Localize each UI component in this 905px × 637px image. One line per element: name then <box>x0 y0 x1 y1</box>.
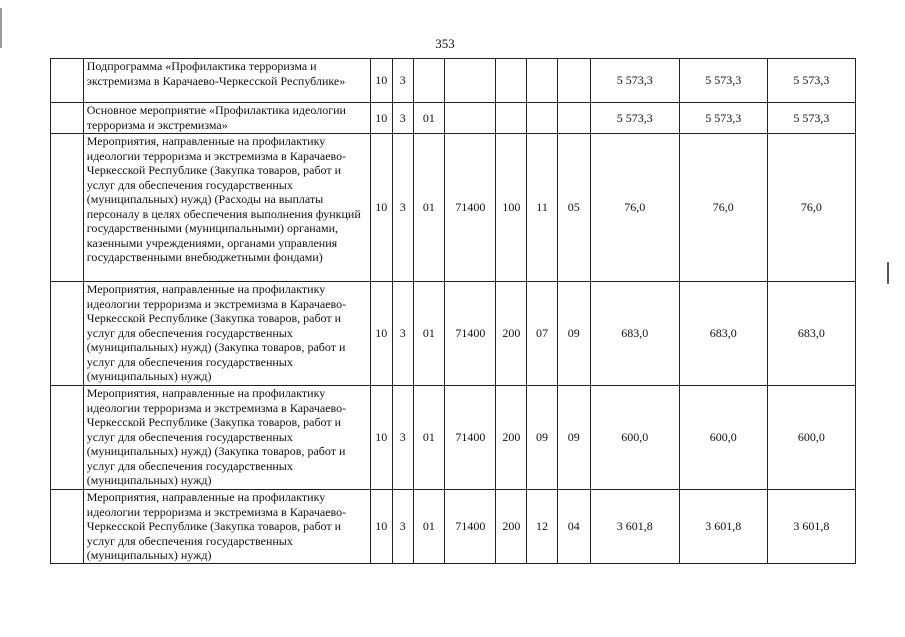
code-cell: 04 <box>557 490 590 564</box>
code-cell: 71400 <box>445 282 496 386</box>
code-cell: 10 <box>370 134 393 282</box>
amount-cell: 5 573,3 <box>590 59 679 103</box>
code-cell: 100 <box>496 134 527 282</box>
amount-cell: 76,0 <box>590 134 679 282</box>
amount-cell: 683,0 <box>679 282 767 386</box>
code-cell: 09 <box>557 386 590 490</box>
amount-cell: 76,0 <box>679 134 767 282</box>
code-cell: 12 <box>527 490 558 564</box>
code-cell: 3 <box>393 490 413 564</box>
code-cell: 01 <box>413 103 445 134</box>
code-cell: 3 <box>393 282 413 386</box>
row-name-cell: Основное мероприятие «Профилактика идеологии терроризма и экстремизма» <box>83 103 370 134</box>
scan-binding-mark <box>887 262 889 284</box>
code-cell: 200 <box>496 282 527 386</box>
code-cell: 10 <box>370 282 393 386</box>
code-cell: 3 <box>393 386 413 490</box>
amount-cell: 600,0 <box>767 386 855 490</box>
code-cell: 09 <box>527 386 558 490</box>
code-cell: 200 <box>496 490 527 564</box>
amount-cell: 5 573,3 <box>767 103 855 134</box>
table-row <box>51 386 856 490</box>
code-cell <box>557 59 590 103</box>
table-row <box>51 103 856 134</box>
code-cell: 01 <box>413 490 445 564</box>
code-cell <box>413 59 445 103</box>
code-cell: 200 <box>496 386 527 490</box>
code-cell: 11 <box>527 134 558 282</box>
row-name-cell: Мероприятия, направленные на профилактику идеологии терроризма и экстремизма в Карачаево-Черкесской Республике (Закупка товаров, работ и услуг для обеспечения государственных (муниципальных) нужд) <box>83 490 370 564</box>
code-cell <box>527 59 558 103</box>
code-cell: 10 <box>370 103 393 134</box>
code-cell: 71400 <box>445 386 496 490</box>
scan-edge-mark <box>0 8 2 48</box>
amount-cell: 5 573,3 <box>679 103 767 134</box>
code-cell: 3 <box>393 134 413 282</box>
table-row <box>51 490 856 564</box>
table-row <box>51 282 856 386</box>
blank-cell <box>51 59 84 103</box>
row-name-cell: Мероприятия, направленные на профилактику идеологии терроризма и экстремизма в Карачаево-Черкесской Республике (Закупка товаров, работ и услуг для обеспечения государственных (муниципальных) нужд) (Закупка товаров, работ и услуг для обеспечения государственных (муниципальных) нужд) <box>83 282 370 386</box>
code-cell <box>527 103 558 134</box>
blank-cell <box>51 386 84 490</box>
code-cell: 01 <box>413 386 445 490</box>
code-cell: 71400 <box>445 490 496 564</box>
page-number: 353 <box>435 36 455 51</box>
code-cell: 3 <box>393 103 413 134</box>
code-cell: 01 <box>413 134 445 282</box>
row-name-cell: Подпрограмма «Профилактика терроризма и экстремизма в Карачаево-Черкесской Республике» <box>83 59 370 103</box>
amount-cell: 3 601,8 <box>679 490 767 564</box>
amount-cell: 600,0 <box>590 386 679 490</box>
blank-cell <box>51 134 84 282</box>
amount-cell: 600,0 <box>679 386 767 490</box>
budget-table <box>50 58 856 564</box>
code-cell <box>445 103 496 134</box>
code-cell: 71400 <box>445 134 496 282</box>
code-cell: 10 <box>370 386 393 490</box>
code-cell: 10 <box>370 490 393 564</box>
amount-cell: 5 573,3 <box>679 59 767 103</box>
amount-cell: 5 573,3 <box>767 59 855 103</box>
code-cell: 01 <box>413 282 445 386</box>
amount-cell: 683,0 <box>590 282 679 386</box>
blank-cell <box>51 282 84 386</box>
code-cell: 3 <box>393 59 413 103</box>
code-cell: 05 <box>557 134 590 282</box>
code-cell: 09 <box>557 282 590 386</box>
row-name-cell: Мероприятия, направленные на профилактику идеологии терроризма и экстремизма в Карачаево-Черкесской Республике (Закупка товаров, работ и услуг для обеспечения государственных (муниципальных) нужд) (Закупка товаров, работ и услуг для обеспечения государственных (муниципальных) нужд) <box>83 386 370 490</box>
blank-cell <box>51 103 84 134</box>
amount-cell: 3 601,8 <box>767 490 855 564</box>
code-cell: 10 <box>370 59 393 103</box>
table-row <box>51 134 856 282</box>
table-row <box>51 59 856 103</box>
amount-cell: 76,0 <box>767 134 855 282</box>
code-cell <box>557 103 590 134</box>
code-cell <box>445 59 496 103</box>
code-cell <box>496 59 527 103</box>
amount-cell: 683,0 <box>767 282 855 386</box>
amount-cell: 5 573,3 <box>590 103 679 134</box>
row-name-cell: Мероприятия, направленные на профилактику идеологии терроризма и экстремизма в Карачаево-Черкесской Республике (Закупка товаров, работ и услуг для обеспечения государственных (муниципальных) нужд) (Расходы на выплаты персоналу в целях обеспечения выполнения функций государственными (муниципальными) органами, казенными учреждениями, органами управления государственными внебюджетными фондами) <box>83 134 370 282</box>
code-cell: 07 <box>527 282 558 386</box>
amount-cell: 3 601,8 <box>590 490 679 564</box>
code-cell <box>496 103 527 134</box>
blank-cell <box>51 490 84 564</box>
